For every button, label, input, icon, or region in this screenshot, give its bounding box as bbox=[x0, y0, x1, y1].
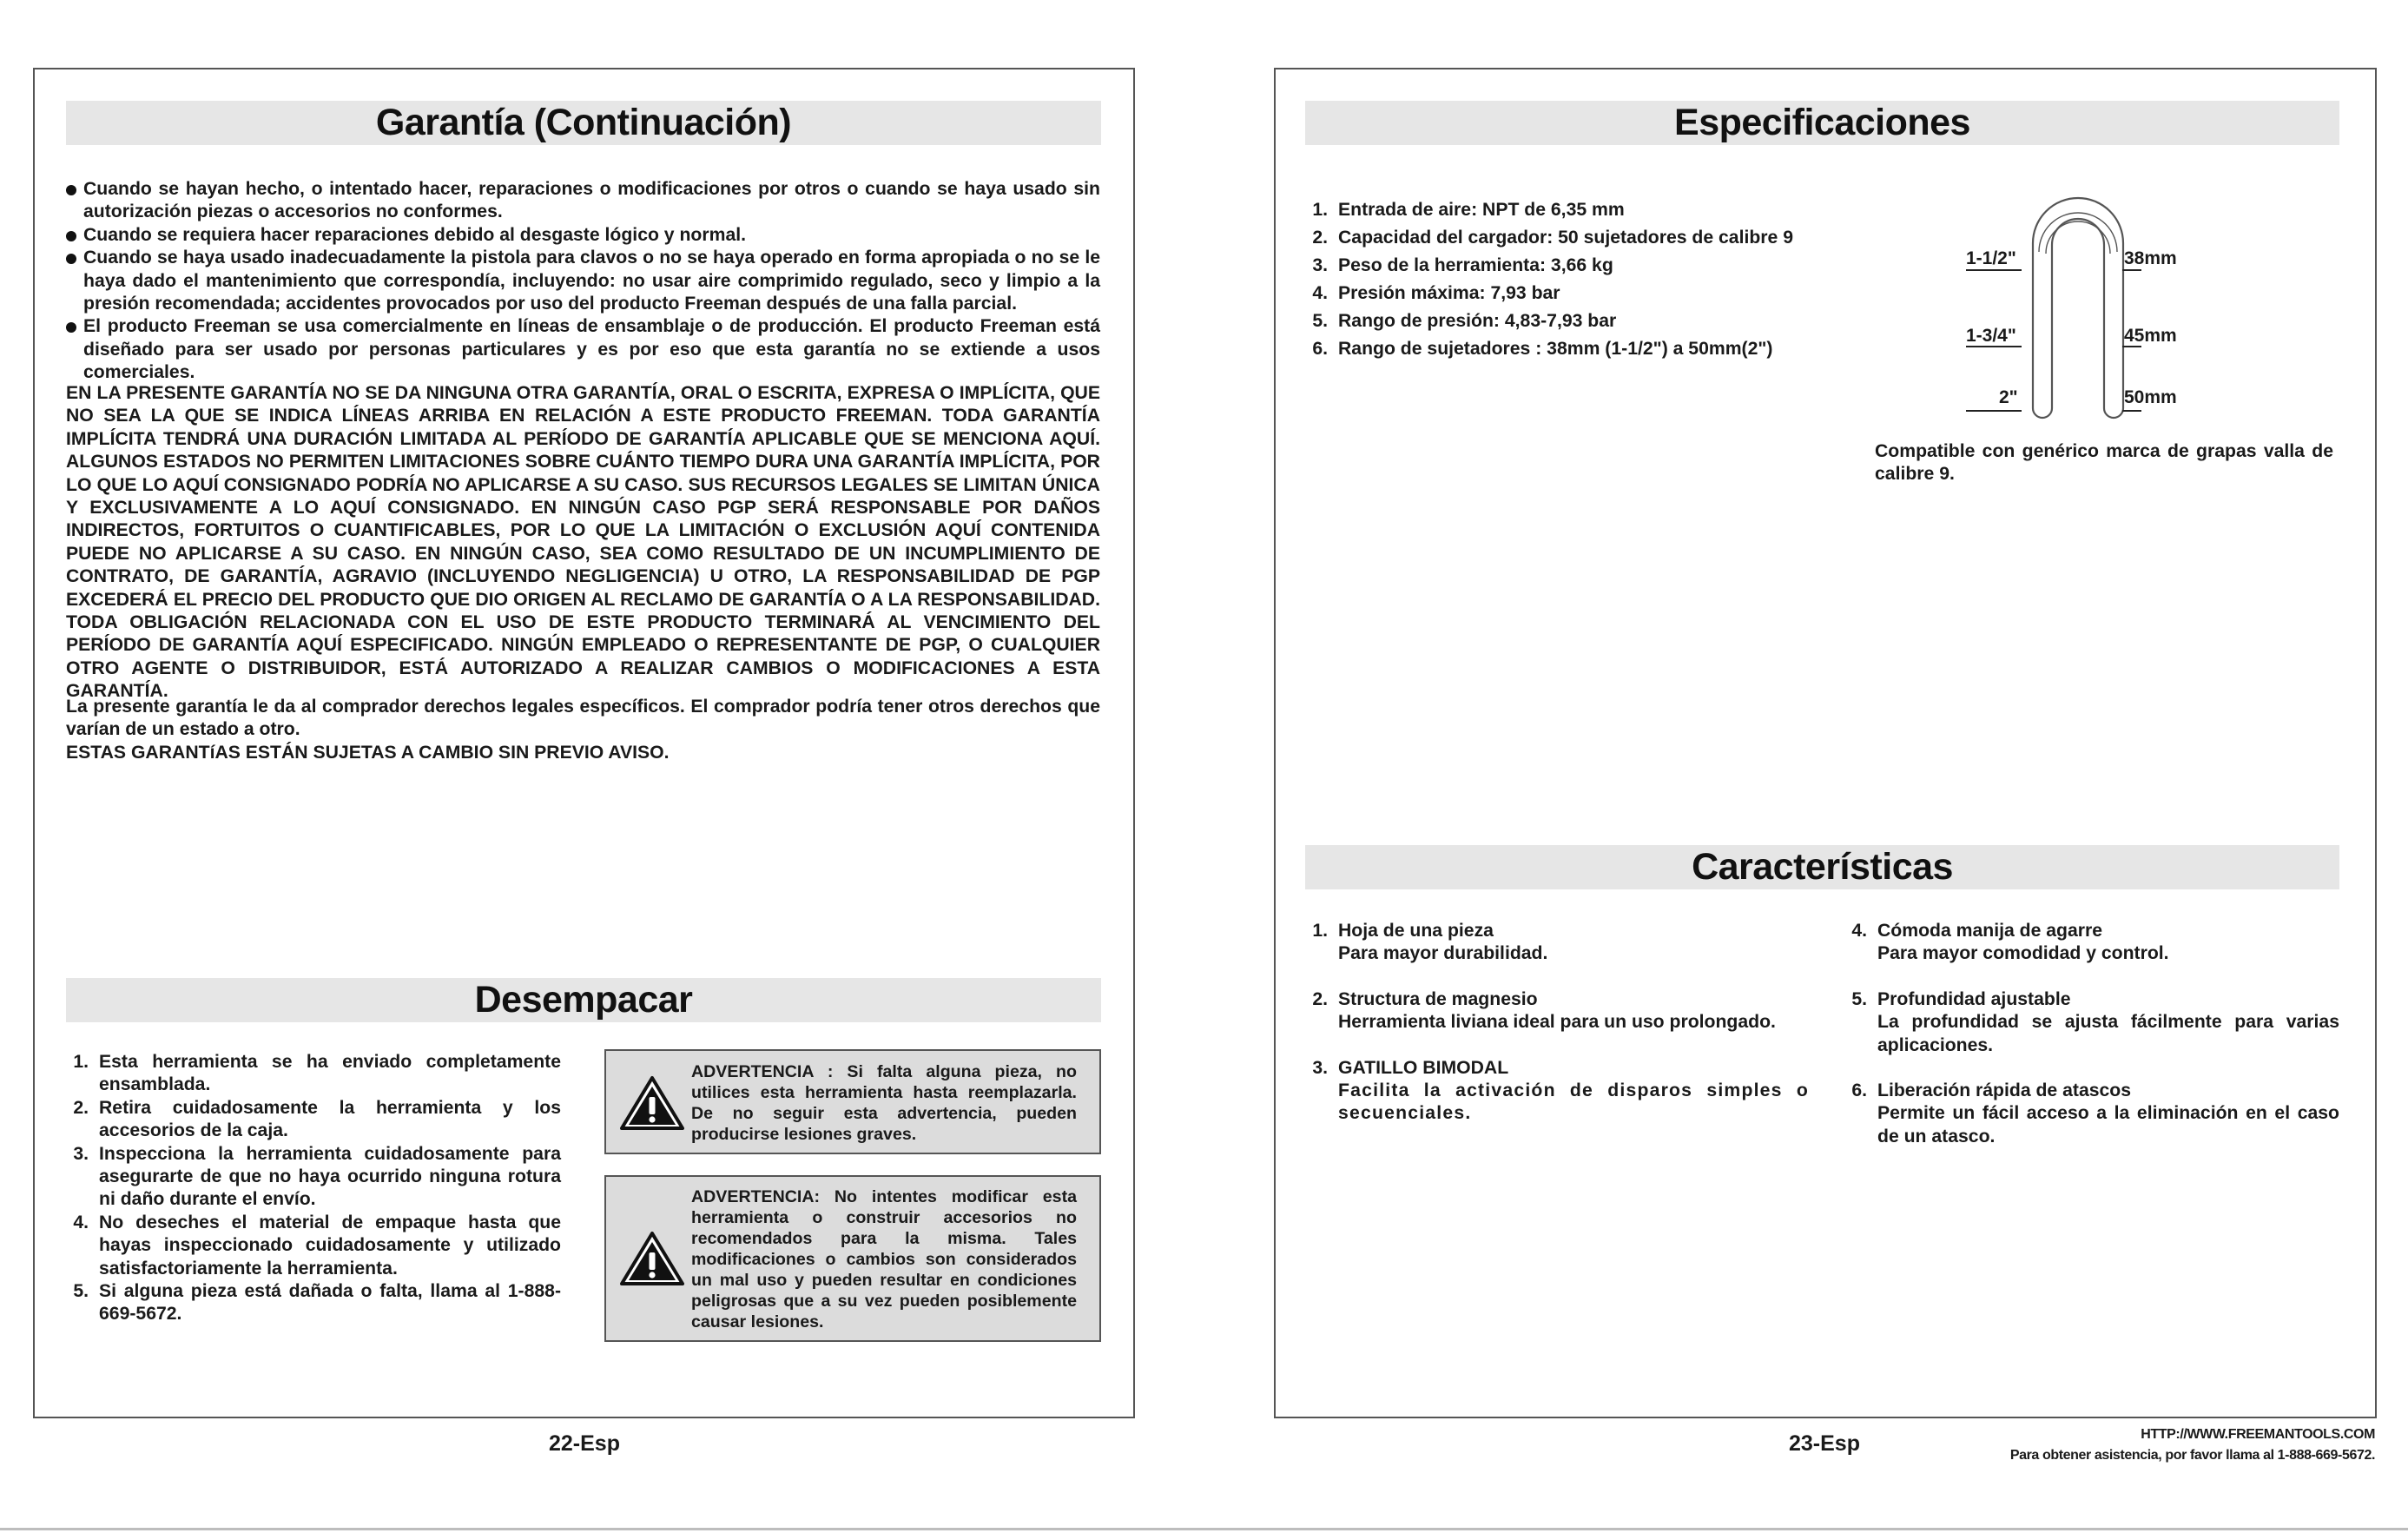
feature-item: 3. GATILLO BIMODAL Facilita la activación de disparos simples o secuenciales. bbox=[1312, 1057, 1809, 1124]
staple-length-mm-label: 45mm bbox=[2124, 326, 2177, 346]
feature-item: 2. Structura de magnesio Herramienta liviana ideal para un uso prolongado. bbox=[1312, 988, 1776, 1033]
warning-box-modification bbox=[604, 1175, 1101, 1342]
warranty-bullets bbox=[66, 178, 1100, 385]
specs-title: Especificaciones bbox=[1305, 101, 2339, 145]
feature-item: 5. Profundidad ajustable La profundidad se ajusta fácilmente para varias aplicaciones. bbox=[1851, 988, 2339, 1055]
warranty-bullet: Cuando se requiera hacer reparaciones debido al desgaste lógico y normal. bbox=[66, 224, 1100, 247]
warranty-notice: ESTAS GARANTíAS ESTÁN SUJETAS A CAMBIO SIN PREVIO AVISO. bbox=[66, 742, 670, 763]
unpack-step: 2. Retira cuidadosamente la herramienta y los accesorios de la caja. bbox=[73, 1097, 561, 1141]
unpack-step: 3. Inspecciona la herramienta cuidadosamente para asegurarte de que no haya ocurrido ninguna rotura ni daño durante el envío. bbox=[73, 1143, 561, 1210]
staple-length-inch-label: 1-3/4" bbox=[1966, 326, 2016, 346]
feature-item: 1. Hoja de una pieza Para mayor durabilidad. bbox=[1312, 921, 1548, 964]
warranty-bullet: Cuando se hayan hecho, o intentado hacer, reparaciones o modificaciones por otros o cuando se haya usado sin autorización piezas o accesorios no conformes. bbox=[66, 178, 1100, 224]
feature-item: 6. Liberación rápida de atascos Permite un fácil acceso a la eliminación en el caso de un atasco. bbox=[1851, 1080, 2339, 1146]
footer-url[interactable]: HTTP://WWW.FREEMANTOOLS.COM bbox=[2141, 1427, 2375, 1442]
page-number-right: 23-Esp bbox=[1789, 1431, 1860, 1456]
warning-text: ADVERTENCIA: No intentes modificar esta herramienta o construir accesorios no recomendados para la misma. Tales modificaciones o cambios son considerados un mal uso y pueden resultar en condiciones peligrosas que a su vez pueden posiblemente causar lesiones. bbox=[691, 1187, 1077, 1331]
spec-item: 1. Entrada de aire: NPT de 6,35 mm bbox=[1312, 200, 1625, 220]
spec-item: 5. Rango de presión: 4,83-7,93 bar bbox=[1312, 311, 1617, 331]
unpack-title: Desempacar bbox=[66, 978, 1101, 1022]
staple-length-inch-label: 1-1/2" bbox=[1966, 248, 2016, 268]
spec-item: 6. Rango de sujetadores : 38mm (1-1/2") a 50mm(2") bbox=[1312, 339, 1773, 359]
warranty-rights: La presente garantía le da al comprador derechos legales específicos. El comprador podría tener otros derechos que varían de un estado a otro. bbox=[66, 697, 1100, 740]
bottom-edge-line bbox=[0, 1528, 2408, 1530]
staple-length-mm-label: 38mm bbox=[2124, 248, 2177, 268]
unpack-step: 4. No deseches el material de empaque hasta que hayas inspeccionado cuidadosamente y utilizado satisfactoriamente la herramienta. bbox=[73, 1212, 561, 1279]
warranty-rights-block bbox=[66, 696, 1100, 764]
warranty-disclaimer: EN LA PRESENTE GARANTÍA NO SE DA NINGUNA OTRA GARANTÍA, ORAL O ESCRITA, EXPRESA O IMPLÍCITA, QUE NO SEA LA QUE SE INDICA LÍNEAS ARRIBA EN RELACIÓN A ESTE PRODUCTO FREEMAN. TODA GARANTÍA IMPLÍCITA TENDRÁ UNA DURACIÓN LIMITADA AL PERÍODO DE GARANTÍA APLICABLE QUE SE MENCIONA AQUÍ. ALGUNOS ESTADOS NO PERMITEN LIMITACIONES SOBRE CUÁNTO TIEMPO DURA UNA GARANTÍA IMPLÍCITA, POR LO QUE LO AQUÍ CONSIGNADO PODRÍA NO APLICARSE A SU CASO. SUS RECURSOS LEGALES SE LIMITAN ÚNICA Y EXCLUSIVAMENTE A LO AQUÍ CONSIGNADO. EN NINGÚN CASO PGP SERÁ RESPONSABLE POR DAÑOS INDIRECTOS, FORTUITOS O CUANTIFICABLES, POR LO QUE LA LIMITACIÓN O EXCLUSIÓN AQUÍ CONTENIDA PUEDE NO APLICARSE A SU CASO. EN NINGÚN CASO, SEA COMO RESULTADO DE UN INCUMPLIMIENTO DE CONTRATO, DE GARANTÍA, AGRAVIO (INCLUYENDO NEGLIGENCIA) U OTRO, LA RESPONSABILIDAD DE PGP EXCEDERÁ EL PRECIO DEL PRODUCTO QUE DIO ORIGEN AL RECLAMO DE GARANTÍA O A LA RESPONSABILIDAD. TODA OBLIGACIÓN RELACIONADA CON EL USO DE ESTE PRODUCTO TERMINARÁ AL VENCIMIENTO DEL PERÍODO DE GARANTÍA AQUÍ ESPECIFICADO. NINGÚN EMPLEADO O REPRESENTANTE DE PGP, O CUALQUIER OTRO AGENTE O DISTRIBUIDOR, ESTÁ AUTORIZADO A REALIZAR CAMBIOS O MODIFICACIONES A ESTA GARANTÍA. bbox=[66, 383, 1100, 702]
warranty-bullet: Cuando se haya usado inadecuadamente la pistola para clavos o no se haya operado en forma apropiada o no se le haya dado el mantenimiento que correspondía, incluyendo: no usar aire comprimido regulado, seco y limpio a la presión recomendada; accidentes provocados por uso del producto Freeman después de una falla parcial. bbox=[66, 247, 1100, 315]
spec-item: 2. Capacidad del cargador: 50 sujetadores de calibre 9 bbox=[1312, 228, 1794, 248]
footer-assistance: Para obtener asistencia, por favor llama al 1-888-669-5672. bbox=[2009, 1448, 2375, 1463]
warning-box-missing-parts bbox=[604, 1049, 1101, 1154]
feature-item: 4. Cómoda manija de agarre Para mayor comodidad y control. bbox=[1851, 921, 2169, 964]
warning-text: ADVERTENCIA : Si falta alguna pieza, no utilices esta herramienta hasta reemplazarla. De no seguir esta advertencia, pueden producirse lesiones graves. bbox=[691, 1062, 1077, 1144]
page-number-left: 22-Esp bbox=[549, 1431, 620, 1456]
spec-item: 4. Presión máxima: 7,93 bar bbox=[1312, 283, 1560, 303]
unpack-step: 1. Esta herramienta se ha enviado completamente ensamblada. bbox=[73, 1052, 561, 1095]
features-col-left bbox=[1305, 920, 1809, 1126]
features-title: Características bbox=[1305, 845, 2339, 889]
compat-note: Compatible con genérico marca de grapas valla de calibre 9. bbox=[1875, 441, 2333, 485]
warning-triangle-icon bbox=[620, 1231, 684, 1286]
unpack-step: 5. Si alguna pieza está dañada o falta, llama al 1-888-669-5672. bbox=[73, 1281, 561, 1325]
specs-list bbox=[1305, 196, 1844, 363]
features-col-right bbox=[1844, 920, 2339, 1148]
warranty-bullet: El producto Freeman se usa comercialmente en líneas de ensamblaje o de producción. El producto Freeman está diseñado para ser usado por personas particulares y es por eso que esta garantía no se extiende a usos comerciales. bbox=[66, 315, 1100, 384]
staple-drawing bbox=[2033, 198, 2123, 418]
warranty-title: Garantía (Continuación) bbox=[66, 101, 1101, 145]
staple-diagram bbox=[1954, 174, 2145, 421]
spec-item: 3. Peso de la herramienta: 3,66 kg bbox=[1312, 255, 1613, 275]
staple-length-inch-label: 2" bbox=[1999, 387, 2018, 407]
unpack-steps bbox=[66, 1051, 561, 1326]
warning-triangle-icon bbox=[620, 1075, 684, 1131]
staple-length-mm-label: 50mm bbox=[2124, 387, 2177, 407]
